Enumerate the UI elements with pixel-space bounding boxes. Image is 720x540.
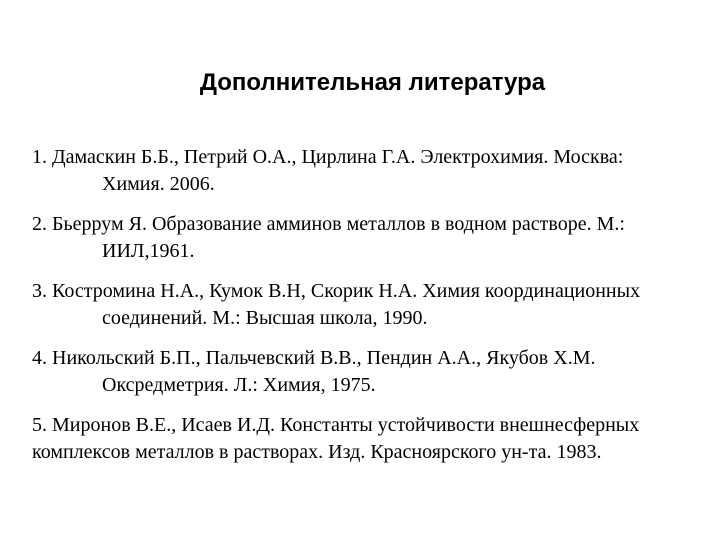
reference-item xyxy=(32,412,714,466)
reference-line: 2. Бьеррум Я. Образование амминов металлов в водном растворе. М.: xyxy=(32,213,625,235)
reference-list xyxy=(32,144,714,479)
reference-line: 4. Никольский Б.П., Пальчевский В.В., Пендин А.А., Якубов Х.М. xyxy=(32,347,596,369)
reference-line: 5. Миронов В.Е., Исаев И.Д. Константы устойчивости внешнесферных xyxy=(32,414,640,436)
reference-line: 3. Костромина Н.А., Кумок В.Н, Скорик Н.А. Химия координационных xyxy=(32,280,641,302)
reference-line: 1. Дамаскин Б.Б., Петрий О.А., Цирлина Г.А. Электрохимия. Москва: xyxy=(32,146,624,168)
slide-title: Дополнительная литература xyxy=(199,69,546,96)
reference-continuation: комплексов металлов в растворах. Изд. Красноярского ун-та. 1983. xyxy=(32,441,602,463)
reference-continuation: Оксредметрия. Л.: Химия, 1975. xyxy=(102,374,376,396)
reference-item xyxy=(32,345,714,399)
reference-item xyxy=(32,144,714,198)
reference-item xyxy=(32,211,714,265)
reference-continuation: ИИЛ,1961. xyxy=(102,240,195,262)
reference-item xyxy=(32,278,714,332)
reference-continuation: Химия. 2006. xyxy=(102,173,215,195)
reference-continuation: соединений. М.: Высшая школа, 1990. xyxy=(102,307,428,329)
